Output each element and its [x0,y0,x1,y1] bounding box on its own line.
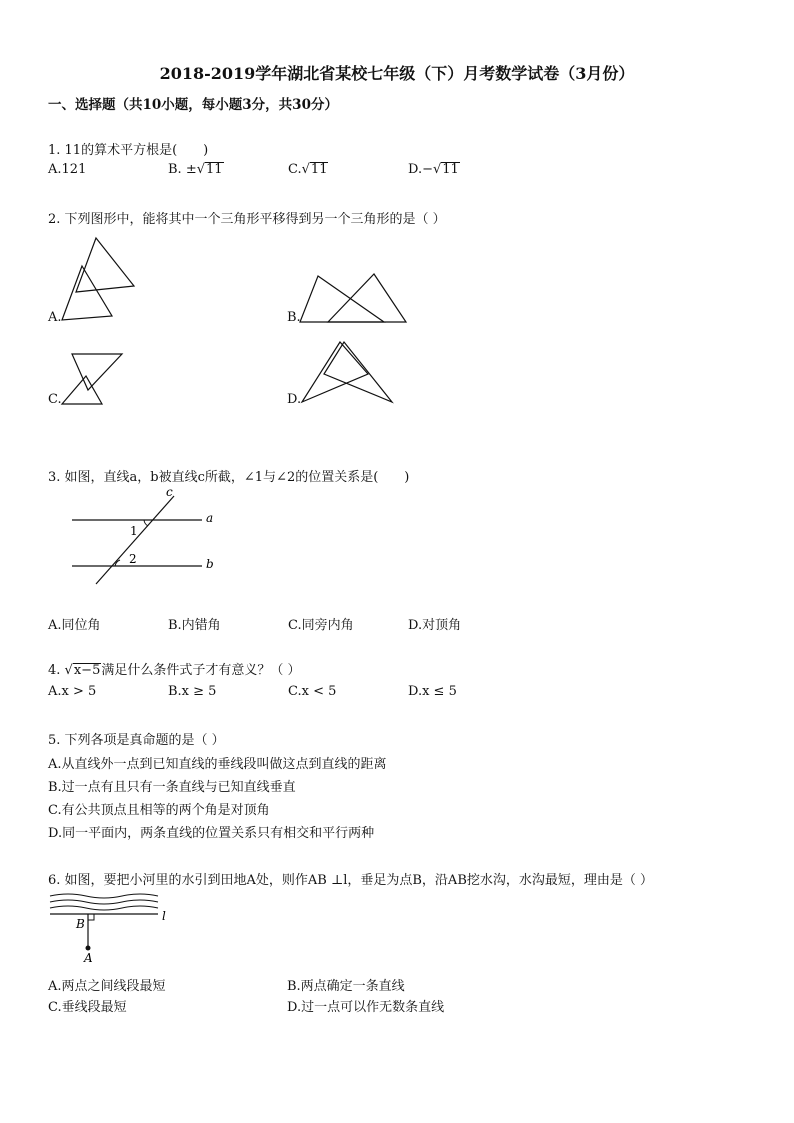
q4-option-a[interactable]: A.x > 5 [48,684,97,699]
q3-option-a[interactable]: A.同位角 [48,618,101,633]
q4-number: 4. [48,663,61,678]
q5-option-d[interactable]: D.同一平面内，两条直线的位置关系只有相交和平行两种 [48,826,375,841]
q2-option-b-label[interactable]: B. [287,310,301,325]
q5-stem: 5. 下列各项是真命题的是（ ） [48,733,225,748]
q6-option-b[interactable]: B.两点确定一条直线 [287,979,405,994]
q2-figure-b [298,270,410,326]
q4-option-c[interactable]: C.x < 5 [288,684,337,699]
q5-option-b[interactable]: B.过一点有且只有一条直线与已知直线垂直 [48,780,296,795]
q5-option-a[interactable]: A.从直线外一点到已知直线的垂线段叫做这点到直线的距离 [48,757,387,772]
page-title: 2018-2019学年湖北省某校七年级（下）月考数学试卷（3月份） [159,64,635,83]
q4-radicand: x−5 [73,663,101,678]
angle-1-label: 1 [130,524,138,538]
q4-option-d[interactable]: D.x ≤ 5 [408,684,457,699]
q1-options [48,162,748,180]
line-c [96,496,174,584]
label-point-b: B [76,917,85,931]
label-line-l: l [162,909,166,923]
q1-option-b-prefix: B. ± [168,162,197,177]
q2-option-a-label[interactable]: A. [48,310,62,325]
q2-figure-c [60,350,130,410]
q6-option-c[interactable]: C.垂线段最短 [48,1000,127,1015]
label-a: a [206,511,214,525]
angle-2-label: 2 [129,552,137,566]
q4-stem [48,659,300,678]
q2-figure-a [60,236,140,326]
q3-option-c[interactable]: C.同旁内角 [288,618,354,633]
label-b: b [206,557,214,571]
radical-sign-icon: √ [301,162,310,177]
q1-option-d[interactable] [408,162,460,177]
q3-stem: 3. 如图，直线a，b被直线c所截，∠1与∠2的位置关系是( ) [48,470,410,485]
q4-stem-text: 满足什么条件式子才有意义？（ ） [101,663,301,678]
q1-option-b-radicand: 11 [206,162,223,177]
q6-option-d[interactable]: D.过一点可以作无数条直线 [287,1000,445,1015]
q3-figure [70,484,230,588]
radical-sign-icon: √ [64,663,73,678]
q6-option-a[interactable]: A.两点之间线段最短 [48,979,166,994]
label-c: c [166,485,173,499]
q6-figure [48,890,178,966]
q4-options [48,684,748,702]
q4-option-b[interactable]: B.x ≥ 5 [168,684,217,699]
q1-option-d-prefix: D.− [408,162,433,177]
point-a-dot [86,946,91,951]
q1-option-b[interactable] [168,162,224,177]
q3-option-d[interactable]: D.对顶角 [408,618,462,633]
radical-sign-icon: √ [196,162,206,177]
right-angle-mark [88,914,94,920]
q2-option-c-label[interactable]: C. [48,392,62,407]
label-point-a: A [84,951,93,965]
q1-stem: 1. 11的算术平方根是( ) [48,143,209,158]
q1-option-c[interactable] [288,162,328,177]
radical-sign-icon: √ [432,162,442,177]
q1-option-c-prefix: C. [288,162,302,177]
q2-stem: 2. 下列图形中，能将其中一个三角形平移得到另一个三角形的是（ ） [48,212,446,227]
q2-figure-d [300,338,400,408]
q3-options [48,614,748,632]
q1-option-d-radicand: 11 [442,162,459,177]
q3-option-b[interactable]: B.内错角 [168,618,221,633]
q1-option-a[interactable]: A.121 [48,162,87,177]
q6-stem: 6. 如图，要把小河里的水引到田地A处，则作AB ⊥l，垂足为点B，沿AB挖水沟，水沟最短，理由是（ ） [48,873,654,888]
section-heading: 一、选择题（共10小题，每小题3分，共30分） [48,97,338,113]
q1-option-c-radicand: 11 [310,162,328,177]
q2-option-d-label[interactable]: D. [287,392,302,407]
q5-option-c[interactable]: C.有公共顶点且相等的两个角是对顶角 [48,803,270,818]
